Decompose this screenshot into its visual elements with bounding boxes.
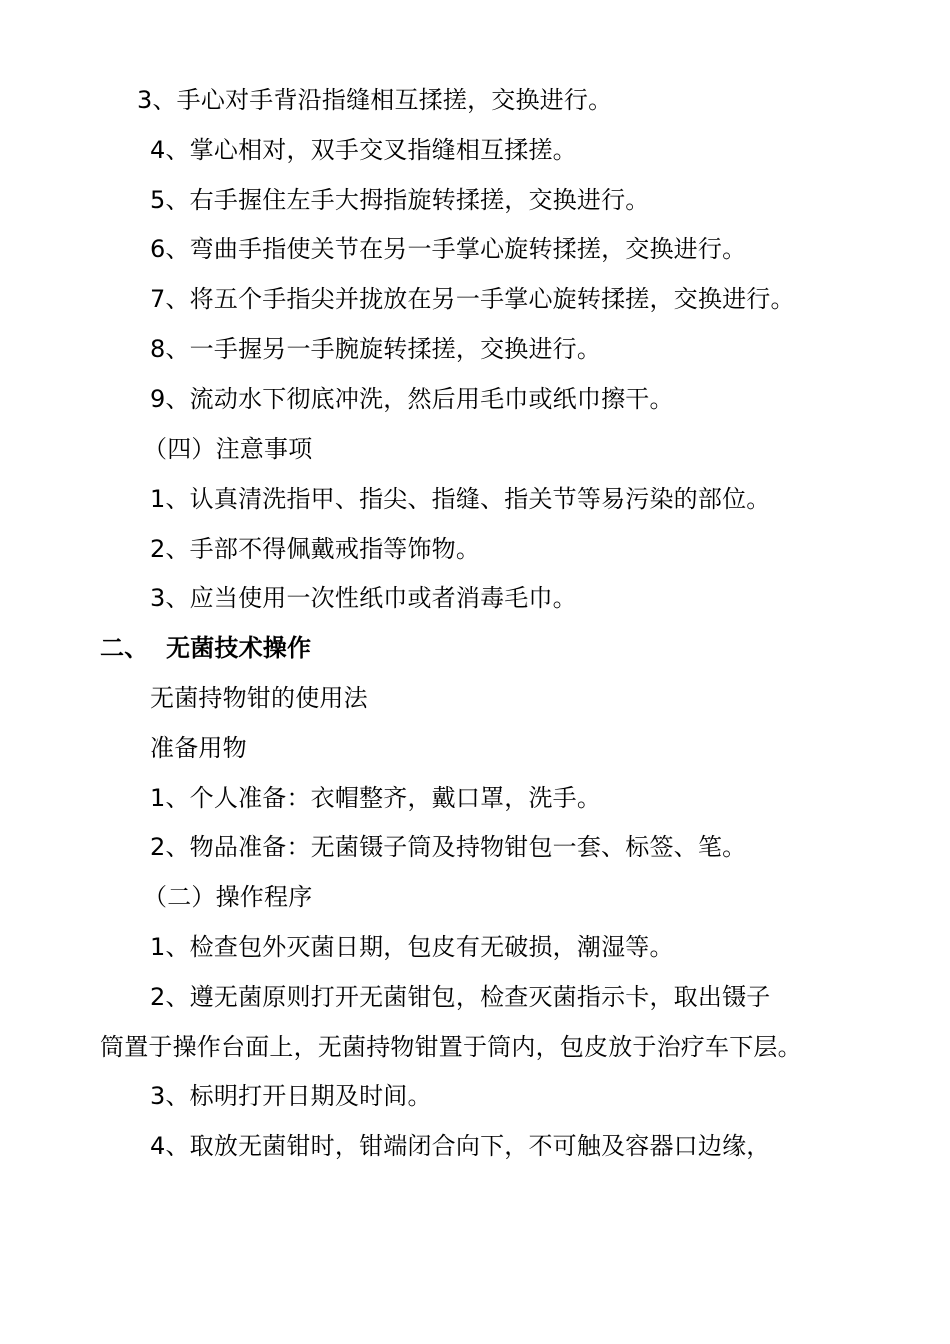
section-title: 无菌技术操作 xyxy=(166,634,312,662)
text-line: 3、应当使用一次性纸巾或者消毒毛巾。 xyxy=(150,584,577,612)
text-line: 3、标明打开日期及时间。 xyxy=(150,1082,432,1110)
text-line: 准备用物 xyxy=(150,734,247,762)
section-number: 二、 xyxy=(100,634,149,662)
text-line: 无菌持物钳的使用法 xyxy=(150,684,368,712)
text-line: 5、右手握住左手大拇指旋转揉搓，交换进行。 xyxy=(150,186,650,214)
section-heading xyxy=(100,632,311,664)
text-line: 1、检查包外灭菌日期，包皮有无破损，潮湿等。 xyxy=(150,933,674,961)
subheading: （二）操作程序 xyxy=(143,883,313,911)
text-line: 1、个人准备：衣帽整齐，戴口罩，洗手。 xyxy=(150,784,602,812)
text-line: 4、取放无菌钳时，钳端闭合向下，不可触及容器口边缘， xyxy=(150,1132,771,1160)
text-line: 筒置于操作台面上，无菌持物钳置于筒内，包皮放于治疗车下层。 xyxy=(100,1033,802,1061)
text-line: 3、手心对手背沿指缝相互揉搓，交换进行。 xyxy=(137,86,613,114)
text-line: 9、流动水下彻底冲洗，然后用毛巾或纸巾擦干。 xyxy=(150,385,674,413)
text-line: 2、物品准备：无菌镊子筒及持物钳包一套、标签、笔。 xyxy=(150,833,747,861)
text-line: 4、掌心相对，双手交叉指缝相互揉搓。 xyxy=(150,136,577,164)
text-line: 6、弯曲手指使关节在另一手掌心旋转揉搓，交换进行。 xyxy=(150,235,747,263)
text-line: 7、将五个手指尖并拢放在另一手掌心旋转揉搓，交换进行。 xyxy=(150,285,795,313)
text-line: 8、一手握另一手腕旋转揉搓，交换进行。 xyxy=(150,335,602,363)
text-line: 2、手部不得佩戴戒指等饰物。 xyxy=(150,535,481,563)
text-line: 2、遵无菌原则打开无菌钳包，检查灭菌指示卡，取出镊子 xyxy=(150,983,771,1011)
text-line: 1、认真清洗指甲、指尖、指缝、指关节等易污染的部位。 xyxy=(150,485,771,513)
subheading: （四）注意事项 xyxy=(143,435,313,463)
